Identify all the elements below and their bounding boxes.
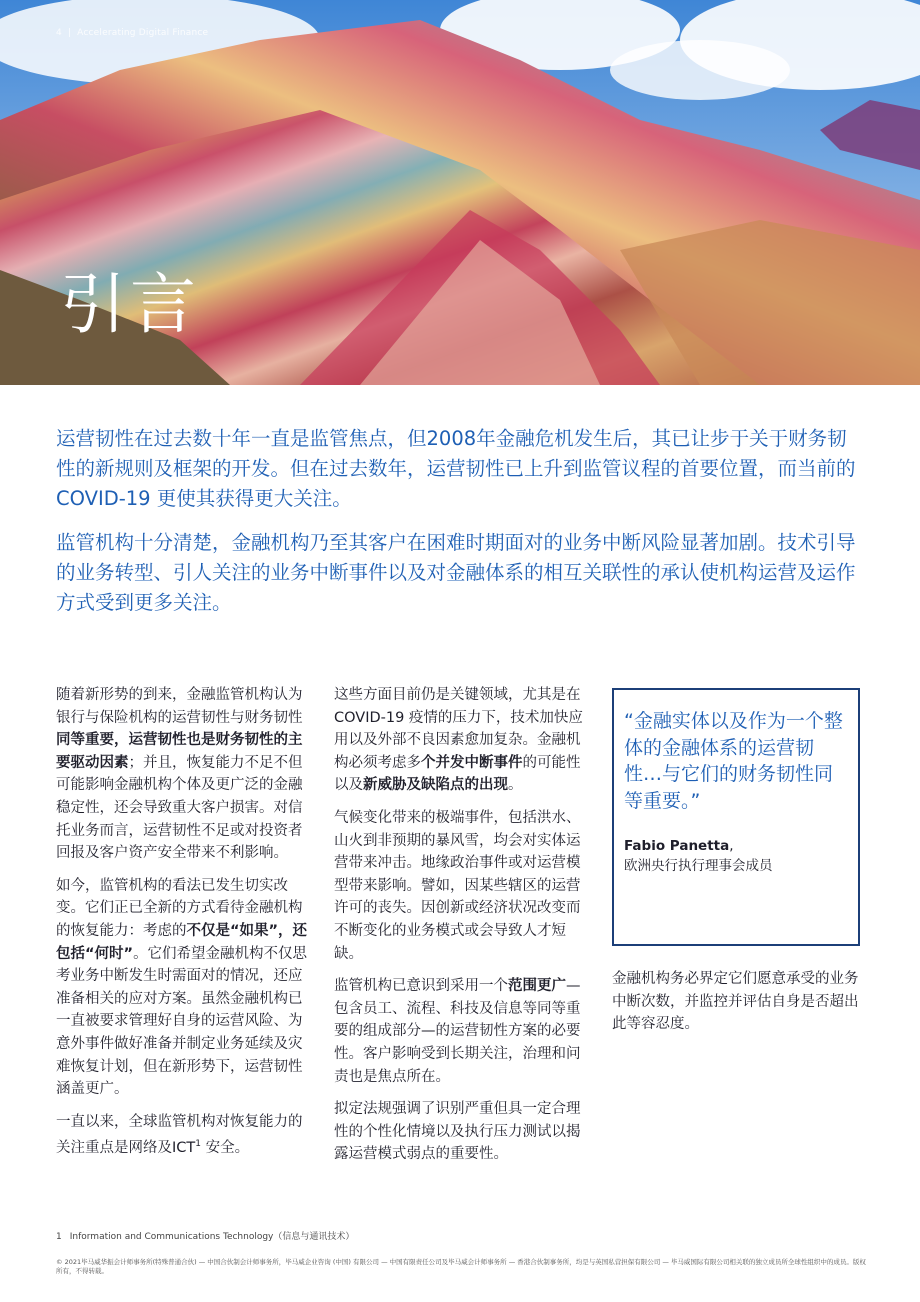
body-paragraph: 监管机构已意识到采用一个范围更广—包含员工、流程、科技及信息等同等重要的组成部分—的运营韧性方案的必要性。客户影响受到长期关注，治理和问责也是焦点所在。 bbox=[334, 978, 581, 1085]
body-column-1 bbox=[56, 684, 310, 1170]
intro-paragraph-2: 监管机构十分清楚，金融机构乃至其客户在困难时期面对的业务中断风险显著加剧。技术引导的业务转型、引人关注的业务中断事件以及对金融体系的相互关联性的承认使机构运营及运作方式受到更多关注。 bbox=[56, 531, 856, 614]
page-number: 4 bbox=[56, 28, 62, 38]
footnote-ref[interactable]: 1 bbox=[195, 1139, 201, 1150]
footnote-text: Information and Communications Technology（信息与通讯技术） bbox=[69, 1232, 355, 1242]
body-paragraph: 一直以来，全球监管机构对恢复能力的关注重点是网络及ICT$^1$ 安全。 bbox=[56, 1113, 303, 1157]
quote-text: “金融实体以及作为一个整体的金融体系的运营韧性…与它们的财务韧性同等重要。” bbox=[624, 710, 843, 812]
body-column-3 bbox=[612, 968, 870, 1036]
body-column-2 bbox=[334, 684, 588, 1176]
body-paragraph: 气候变化带来的极端事件，包括洪水、山火到非预期的暴风雪，均会对实体运营带来冲击。地缘政治事件或对运营模型带来影响。譬如，因某些辖区的运营许可的丧失。因创新或经济状况改变而不断变化的业务模式或会导致人才短缺。 bbox=[334, 809, 581, 962]
body-paragraph: 金融机构务必界定它们愿意承受的业务中断次数，并监控并评估自身是否超出此等容忍度。 bbox=[612, 971, 859, 1033]
legal-notice: © 2021毕马威华振会计师事务所(特殊普通合伙) — 中国合伙制会计师事务所，毕马威企业咨询 (中国) 有限公司 — 中国有限责任公司及毕马威会计师事务所 — 香港合伙制事务所，均是与英国私营担保有限公司 — 毕马威国际有限公司相关联的独立成员所全球性组织中的成员。版权所有，不得转载。 bbox=[56, 1258, 866, 1275]
page-header bbox=[56, 28, 208, 38]
body-paragraph: 随着新形势的到来，金融监管机构认为银行与保险机构的运营韧性与财务韧性同等重要，运营韧性也是财务韧性的主要驱动因素；并且，恢复能力不足不但可能影响金融机构个体及更广泛的金融稳定性，还会导致重大客户损害。对信托业务而言，运营韧性不足或对投资者回报及客户资产安全带来不利影响。 bbox=[56, 687, 303, 862]
body-paragraph: 拟定法规强调了识别严重但具一定合理性的个性化情境以及执行压力测试以揭露运营模式弱点的重要性。 bbox=[334, 1101, 581, 1163]
footnote-number: 1 bbox=[56, 1232, 62, 1242]
pull-quote bbox=[612, 688, 860, 946]
document-title: Accelerating Digital Finance bbox=[77, 28, 209, 38]
section-title: 引言 bbox=[60, 266, 200, 343]
header-separator: | bbox=[67, 28, 72, 38]
intro-section bbox=[56, 424, 866, 632]
body-paragraph: 如今，监管机构的看法已发生切实改变。它们正已全新的方式看待金融机构的恢复能力：考虑的不仅是“如果”，还包括“何时”。它们希望金融机构不仅思考业务中断发生时需面对的情况，还应准备相关的应对方案。虽然金融机构已一直被要求管理好自身的运营风险、为意外事件做好准备并制定业务延续及灾难恢复计划，但在新形势下，运营韧性涵盖更广。 bbox=[56, 877, 308, 1098]
quote-author-role: 欧洲央行执行理事会成员 bbox=[624, 858, 773, 874]
footnote bbox=[56, 1229, 354, 1242]
intro-paragraph-1: 运营韧性在过去数十年一直是监管焦点，但2008年金融危机发生后，其已让步于关于财务韧性的新规则及框架的开发。但在过去数年，运营韧性已上升到监管议程的首要位置，而当前的COVID-19 更使其获得更大关注。 bbox=[56, 427, 856, 510]
quote-author: Fabio Panetta, bbox=[624, 838, 734, 854]
hero-image bbox=[0, 0, 920, 385]
body-paragraph: 这些方面目前仍是关键领域，尤其是在COVID-19 疫情的压力下，技术加快应用以及外部不良因素愈加复杂。金融机构必须考虑多个并发中断事件的可能性以及新威胁及缺陷点的出现。 bbox=[334, 687, 583, 794]
